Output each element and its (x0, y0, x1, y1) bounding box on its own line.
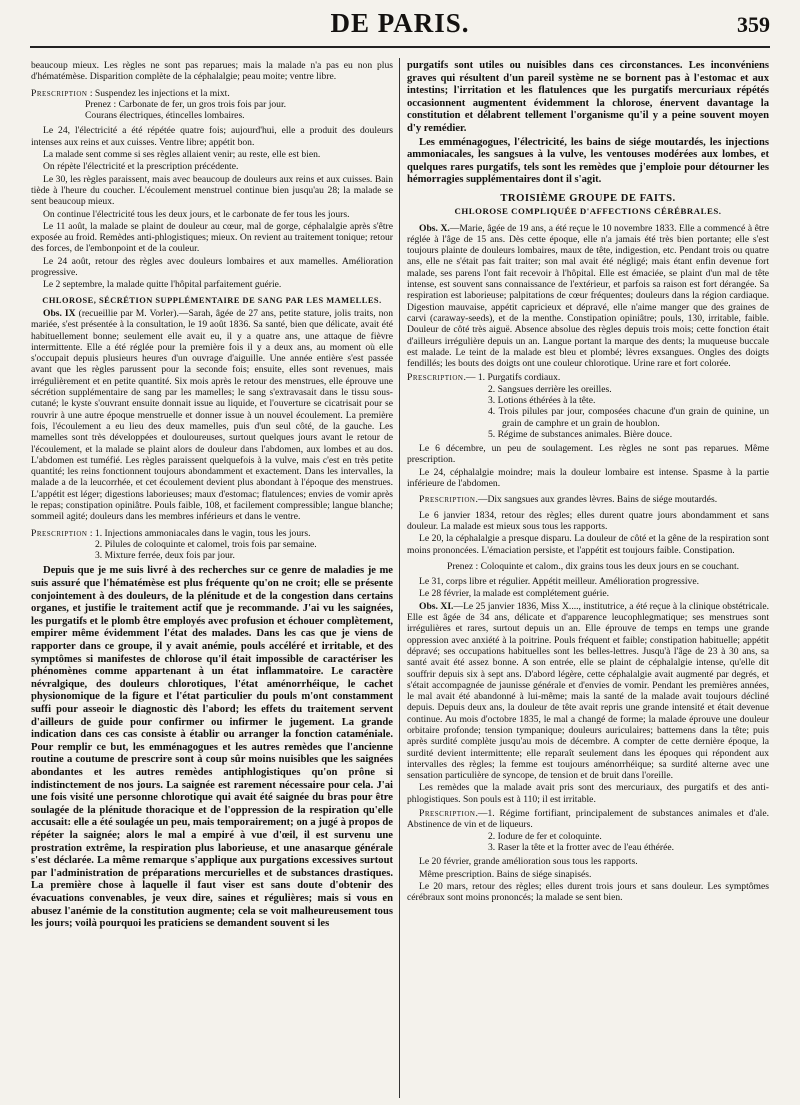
observation-label: Obs. IX (43, 307, 76, 319)
prescription-line: 3. Mixture ferrée, deux fois par jour. (95, 550, 235, 562)
page-header (30, 6, 770, 48)
paragraph: Le 30, les règles paraissent, mais avec beaucoup de douleurs aux reins et aux cuisses. Bain tiède à l'heure du coucher. L'écoulement menstruel continue bien jusqu'au 28; la malade se sent beaucoup mieux. (31, 173, 393, 208)
prescription-line: Prenez : Carbonate de fer, un gros trois fois par jour. (85, 98, 287, 110)
prescription-block (31, 528, 393, 562)
observation-paragraph (407, 601, 769, 782)
paragraph: Le 11 août, la malade se plaint de douleur au cœur, mal de gorge, céphalalgie après s'être exposée au froid. Remèdes anti-phlogistiques; mieux. On revient au traitement tonique; retour des forces, de l'embonpoint et de la couleur. (31, 220, 393, 255)
observation-text: —Marie, âgée de 19 ans, a été reçue le 10 novembre 1833. Elle a commencé à être réglée à l'âge de 15 ans. Dès cette époque, elle n'a jamais été très bien portante; elle s'est toujours plainte de douleurs lombaires, maux de tête, indigestion, etc. Pendant trois ou quatre ans, elle ne s'était pas fait traiter; son mal avait été négligé; mais étant enfin devenue fort malade, ses parens l'ont fait recevoir à l'hôpital. Elle est émaciée, se plaint d'un mal de tête intense, est souvent sans connaissance de l'extérieur, et parfois sa raison est fort dérangée. Sa respiration est laborieuse; palpitations de cœur fréquentes; douleurs dans la région cardiaque. Digestion mauvaise, appétit capricieux et dépravé, elle n'aime manger que des graines de carvi (caraway-seeds), et de la menthe. Constipation opiniâtre; pouls, 130, irritable, faible. Douleur de côté très aiguë. Absence absolue des règles depuis trois mois; cette fonction était d'ailleurs irrégulière depuis un an. Langue portant la marque des dents; la muqueuse buccale est malade. Le teint de la malade est bleu et plombé; lèvres exsangues. Ongles des doigts fendillés; les bouts des doigts ont une couleur chlorotique. Urine rare et fort colorée. (407, 222, 769, 370)
paragraph: Le 24, céphalalgie moindre; mais la douleur lombaire est intense. Spasme à la partie inférieure de l'abdomen. (407, 466, 769, 490)
prescription-block (31, 88, 393, 122)
paragraph: beaucoup mieux. Les règles ne sont pas reparues; mais la malade n'a pas eu non plus d'hématémèse. Disparition complète de la céphalalgie; peau moite; ventre libre. (31, 60, 393, 83)
prescription-line: 2. Pilules de coloquinte et calomel, trois fois par semaine. (95, 538, 317, 550)
paragraph: Les remèdes que la malade avait pris sont des mercuriaux, des purgatifs et des anti-phlogistiques. Son pouls est à 110; il est irritable. (407, 782, 769, 805)
section-heading: CHLOROSE, SÉCRÉTION SUPPLÉMENTAIRE DE SANG PAR LES MAMELLES. (42, 295, 382, 305)
prescription-line: .—Dix sangsues aux grandes lèvres. Bains de siége moutardés. (475, 494, 718, 506)
prescription-line: Courans électriques, étincelles lombaires. (85, 110, 245, 122)
observation-text: (recueillie par M. Vorler).—Sarah, âgée de 27 ans, petite stature, jolis traits, non mariée, s'est présentée à la consultation, le 19 août 1836. Sa santé, bien que délicate, avait été habituellement bonne; seulement elle avait eu, il y a quatre ans, une attaque de fièvre intermittente. Elle a été réglée pour la première fois il y a deux ans, au moment où elle s'occupait depuis plusieurs heures d'un ouvrage d'aiguille. Une année entière s'est passée avant que les règles parussent pour la seconde fois; ensuite, elles sont revenues, mais irrégulièrement et en petite quantité. Six mois après le retour des menstrues, elle éprouve une sécrétion supplémentaire de sang par les mamelles; le sang s'extravasait dans le tissu sous-cutané; le kyste s'ouvrant ensuite donnait issue au liquide, et l'ouverture se cicatrisait pour se rouvrir à une autre époque menstruelle et donner issue à un nouvel écoulement. La première fois, l'écoulement a eu lieu des deux mamelles, puis d'un seul côté, de la gauche. Les mamelles sont très développées et douloureuses, surtout quelques jours avant le retour de l'écoulement, et la malade se plaint alors de douleur dans l'abdomen, aux lombes et au dos. L'abdomen est tuméfié. Les règles paraissent quelquefois à la vulve, mais c'est en très petite quantité; les reins fonctionnent toujours abondamment et exactement. Dans les intervalles, la malade a de la leucorrhée, et cet écoulement devient plus abondant à l'époque des menstrues. L'appétit est léger; digestions laborieuses; maux d'estomac; flatulences; envies de vomir après le repas; constipation opiniâtre. Pouls faible, 108, et facilement compressible; langue blanche; sommeil agité; douleurs dans les membres inférieurs et dans le ventre. (31, 307, 393, 523)
left-column (31, 60, 393, 1100)
observation-label: Obs. X. (419, 222, 450, 234)
prescription-label: Prescription (419, 808, 476, 820)
observation-text: —Le 25 janvier 1836, Miss X...., institutrice, a été reçue à la clinique obstétricale. Elle est âgée de 34 ans, délicate et d'apparence leucophlegmatique; ses menstrues sont irrégulières et rares, surtout depuis un an. Elle éprouve de temps en temps une grande oppression avec anxiété à la poitrine. Pouls fréquent et faible; constipation habituelle; appétit dépravé; ses occupations habituelles sont les belles-lettres. Jusqu'à l'âge de 23 à 30 ans, sa santé avait été assez bonne. A son entrée, elle se plaint de céphalalgie intense, qu'elle dit souffrir depuis six à sept ans. D'abord légère, cette céphalalgie avait augmenté par degrés, et s'était accompagnée de jaunisse générale et d'envies de vomir. Pendant les premières années, le mal avait été abandonné à lui-même; mais la santé de la malade avait toujours décliné depuis. Depuis deux ans, la douleur de tête avait repris une grande intensité et était devenue continue. Au mois d'octobre 1835, le mal a changé de forme; la malade éprouve une douleur orbitaire profonde; tension tympanique; douleurs auriculaires; battemens dans la tête; puis après surdité complète jusqu'au mois de décembre. A compter de cette dernière époque, la surdité devient intermittente; elle reparaît seulement dans les époques qui répondent aux intervalles des règles; la femme est toujours aménorrhéique; sa surdité alterne avec une sensation particulière de syncope, de tension et de bruit dans l'oreille. (407, 600, 769, 782)
prescription-line: 3. Lotions éthérées à la tête. (488, 394, 596, 406)
commentary-paragraph: Les emménagogues, l'électricité, les bains de siége moutardés, les injections ammoniacales, les sangsues à la vulve, les ventouses modérées aux lombes, et quelques rares purgatifs, tels sont les remèdes que j'emploie pour détourner les hémorragies supplémentaires dont il s'agit. (407, 136, 769, 186)
prescription-block (407, 494, 769, 505)
prescription-label: Prescription (31, 527, 88, 539)
prescription-line: : 1. Injections ammoniacales dans le vagin, tous les jours. (89, 527, 311, 539)
paragraph: Le 20 février, grande amélioration sous tous les rapports. (419, 856, 638, 868)
prescription-line: : Suspendez les injections et la mixt. (89, 87, 230, 99)
paragraph: Le 6 janvier 1834, retour des règles; elles durent quatre jours abondamment et sans douleur. La malade est mieux sous tous les rapports. (407, 509, 769, 532)
column-divider (399, 58, 400, 1098)
paragraph: Le 28 février, la malade est complétement guérie. (419, 588, 610, 600)
paragraph: Le 2 septembre, la malade quitte l'hôpital parfaitement guérie. (43, 279, 282, 291)
prescription-line: 3. Raser la tête et la frotter avec de l'eau éthérée. (488, 841, 675, 853)
observation-label: Obs. XI. (419, 600, 454, 612)
right-column (407, 60, 769, 1100)
prescription-label: Prescription (407, 372, 464, 384)
section-subheading: CHLOROSE COMPLIQUÉE D'AFFECTIONS CÉRÉBRALES. (454, 206, 722, 217)
paragraph: Le 20 mars, retour des règles; elles durent trois jours et sans douleur. Les symptômes cérébraux sont moins prononcés; la malade se sent bien. (407, 880, 769, 904)
paragraph: Le 20, la céphalalgie a presque disparu. La douleur de côté et la gêne de la respiration sont moins prononcées. L'émaciation persiste, et l'appétit est toujours faible. Constipation. (407, 533, 769, 556)
prescription-line: 2. Sangsues derrière les oreilles. (488, 383, 612, 395)
prescription-line: .—1. Régime fortifiant, principalement de substances animales et d'ale. Abstinence de vin et de liqueurs. (407, 808, 769, 831)
prescription-line: 5. Régime de substances animales. Bière douce. (488, 428, 673, 440)
paragraph: Le 31, corps libre et régulier. Appétit meilleur. Amélioration progressive. (419, 576, 700, 588)
prescription-line: 4. Trois pilules par jour, composées chacune d'un grain de quinine, un grain de camphre et un grain de houblon. (488, 406, 769, 429)
commentary-paragraph: purgatifs sont utiles ou nuisibles dans ces circonstances. Les inconvéniens graves qui résultent d'un pareil système ne se bornent pas à l'estomac et aux intestins; l'irritation et les flatulences que les purgatifs mercuriaux répétés occasionnent augmentent évidemment la chlorose, énervent davantage la constitution et délabrent tellement l'organisme qu'il y a peine souvent moyen d'y remédier. (407, 60, 769, 134)
commentary-paragraph: Depuis que je me suis livré à des recherches sur ce genre de maladies je me suis assuré que l'hématémèse est plus fréquente qu'on ne croit; elle se présente conjointement à des douleurs, de la plénitude et de la congestion dans certains organes, et justifie le traitement actif que je recommande. J'ai vu les saignées, les purgatifs et le plomb être employés avec profusion et échouer complètement, empirer même évidemment l'état des malades. Dans les cas que je viens de rapporter dans ce groupe, il y avait anémie, pouls accéléré et irritable, et des symptômes si manifestes de chlorose qu'il était impossible de caractériser les phénomènes comme appartenant à un état inflammatoire. Le caractère névralgique, des douleurs chlorotiques, l'état aménorrhéique, le cachet physionomique de la figure et l'état particulier du pouls m'ont constamment suffi pour asseoir le diagnostic dès l'abord; les effets du traitement servent d'ailleurs de guide pour confirmer ou infirmer le jugement. La grande indication dans ces cas consiste à établir ou arranger la fonction cataméniale. Pour remplir ce but, les emménagogues et les autres remèdes que l'ancienne routine a coutume de prescrire sont à coup sûr moins nuisibles que les saignées abondantes et les autres remèdes antiphlogistiques qu'on prône si indistinctement de nos jours. La saignée est rarement nécessaire pour cela. J'ai une fois visité une personne chlorotique qui avait été saignée du bras pour être soulagée de la plénitude thoracique et de l'oppression de la respiration qu'elle accusait: elle a été soulagée un peu, mais temporairement; on a jugé à propos de répéter la saignée; alors le mal a empiré à vue d'œil, il est survenu une prostration extrême, la respiration plus laborieuse, et une anasarque générale s'est déclarée. La même remarque s'applique aux purgations excessives surtout par l'administration de préparations mercurielles et de substances drastiques. La première chose à laquelle il faut viser est sans doute d'obtenir des évacuations convenables, je veux dire, saines et régulières; mais si vous en abusez l'anémie de la constitution augmente; cela se voit malheureusement tous les jours; voilà pourquoi les praticiens se demandent souvent si les (31, 565, 393, 930)
observation-paragraph (31, 308, 393, 523)
prescription-line: 2. Iodure de fer et coloquinte. (488, 830, 602, 842)
running-title: DE PARIS. (330, 8, 470, 38)
paragraph: Le 24, l'électricité a été répétée quatre fois; aujourd'hui, elle a produit des douleurs intenses aux reins et aux cuisses. Ventre libre; appétit bon. (31, 125, 393, 148)
paragraph: On répète l'électricité et la prescription précédente. (43, 161, 239, 173)
paragraph: Le 6 décembre, un peu de soulagement. Les règles ne sont pas reparues. Même prescription. (407, 443, 769, 466)
prescription-block: Prescription.— 1. Purgatifs cordiaux. 2. Sangsues derrière les oreilles. 3. Lotions éthérées à la tête. 4. Trois pilules par jour, composées chacune d'un grain de quinine, un grain de camphre et un grain de houblon. 5. Régime de substances animales. Bière douce. (407, 372, 769, 440)
prenez-line: Prenez : Coloquinte et calom., dix grains tous les deux jours en se couchant. (447, 560, 740, 572)
prescription-block (407, 808, 769, 853)
section-heading: TROISIÈME GROUPE DE FAITS. (500, 192, 676, 204)
paragraph: Le 24 août, retour des règles avec douleurs lombaires et aux mamelles. Amélioration progressive. (31, 255, 393, 279)
paragraph: La malade sent comme si ses règles allaient venir; au reste, elle est bien. (43, 149, 321, 161)
page-number: 359 (737, 12, 770, 37)
paragraph: On continue l'électricité tous les deux jours, et le carbonate de fer tous les jours. (43, 208, 350, 220)
paragraph: Même prescription. Bains de siége sinapisés. (419, 868, 592, 880)
observation-paragraph (407, 223, 769, 370)
prescription-label: Prescription (419, 494, 476, 506)
prescription-label: Prescription (31, 87, 88, 99)
prescription-line: 1. Purgatifs cordiaux. (477, 372, 561, 384)
